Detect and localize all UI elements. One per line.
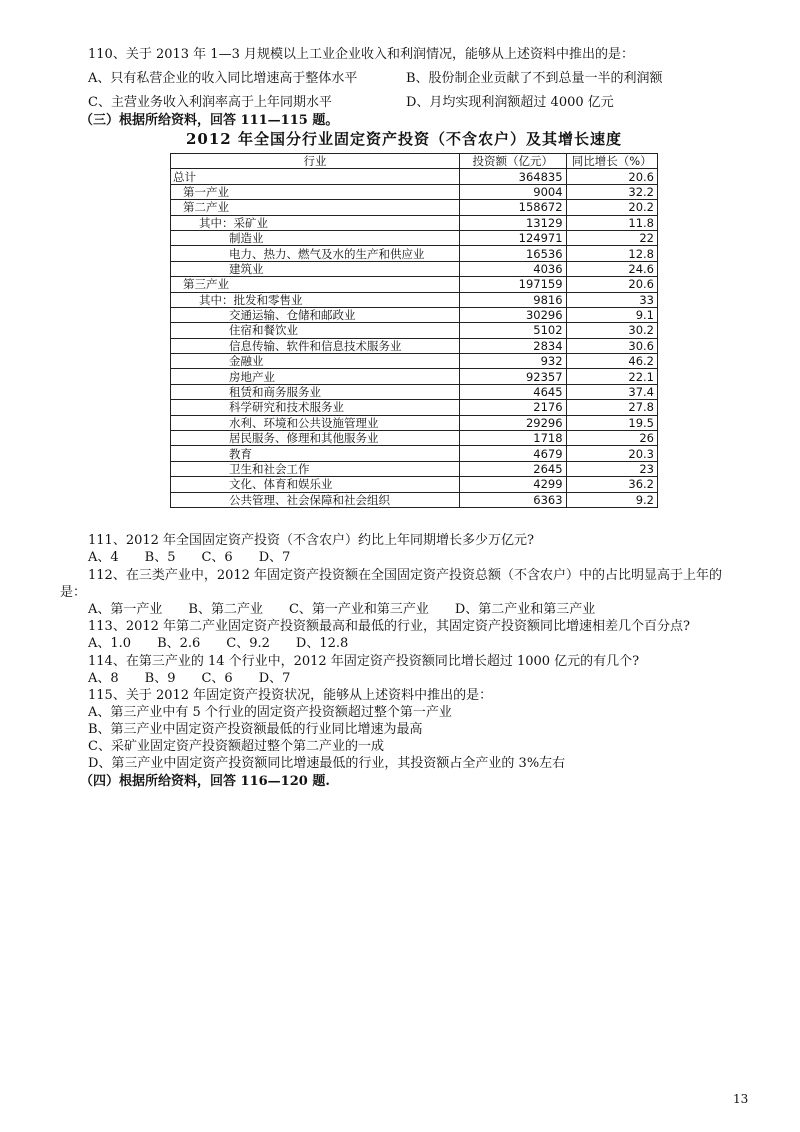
growth-cell: 30.2 xyxy=(566,323,657,338)
growth-cell: 22 xyxy=(566,230,657,245)
q112-stem-line1: 112、在三类产业中，2012 年固定资产投资额在全国固定资产投资总额（不含农户）中的占比明显高于上年的 xyxy=(88,568,723,583)
table-row xyxy=(171,307,658,322)
investment-cell: 2834 xyxy=(459,338,566,353)
investment-cell: 932 xyxy=(459,354,566,369)
q110-option-a: A、只有私营企业的收入同比增速高于整体水平 xyxy=(88,71,358,86)
growth-cell: 23 xyxy=(566,461,657,476)
investment-table xyxy=(170,153,658,508)
investment-cell: 364835 xyxy=(459,169,566,184)
growth-cell: 20.2 xyxy=(566,200,657,215)
investment-cell: 9816 xyxy=(459,292,566,307)
investment-cell: 6363 xyxy=(459,492,566,507)
industry-cell: 房地产业 xyxy=(171,369,460,384)
table-row xyxy=(171,246,658,261)
investment-cell: 5102 xyxy=(459,323,566,338)
table-row xyxy=(171,415,658,430)
investment-cell: 4036 xyxy=(459,261,566,276)
q115-option-c: C、采矿业固定资产投资额超过整个第二产业的一成 xyxy=(88,739,384,754)
industry-cell: 卫生和社会工作 xyxy=(171,461,460,476)
industry-cell: 制造业 xyxy=(171,230,460,245)
growth-cell: 37.4 xyxy=(566,384,657,399)
industry-cell: 第三产业 xyxy=(171,277,460,292)
growth-cell: 20.6 xyxy=(566,277,657,292)
table-row xyxy=(171,384,658,399)
section3-heading: （三）根据所给资料，回答 111—115 题。 xyxy=(80,113,339,128)
table-title: 2012 年全国分行业固定资产投资（不含农户）及其增长速度 xyxy=(186,130,622,148)
investment-cell: 16536 xyxy=(459,246,566,261)
industry-cell: 公共管理、社会保障和社会组织 xyxy=(171,492,460,507)
investment-cell: 124971 xyxy=(459,230,566,245)
table-row xyxy=(171,461,658,476)
q115-option-d: D、第三产业中固定资产投资额同比增速最低的行业，其投资额占全产业的 3%左右 xyxy=(88,756,566,771)
growth-cell: 11.8 xyxy=(566,215,657,230)
table-header-row xyxy=(171,154,658,169)
q110-stem: 110、关于 2013 年 1—3 月规模以上工业企业收入和利润情况，能够从上述资料中推出的是： xyxy=(88,47,634,62)
header-industry: 行业 xyxy=(171,154,460,169)
industry-cell: 第二产业 xyxy=(171,200,460,215)
table-row xyxy=(171,277,658,292)
investment-cell: 4679 xyxy=(459,446,566,461)
table-row xyxy=(171,200,658,215)
table-row xyxy=(171,446,658,461)
table-row xyxy=(171,369,658,384)
investment-cell: 92357 xyxy=(459,369,566,384)
table-row xyxy=(171,169,658,184)
investment-cell: 4645 xyxy=(459,384,566,399)
table-row xyxy=(171,292,658,307)
q114-options: A、8 B、9 C、6 D、7 xyxy=(88,671,291,686)
industry-cell: 信息传输、软件和信息技术服务业 xyxy=(171,338,460,353)
growth-cell: 12.8 xyxy=(566,246,657,261)
investment-cell: 30296 xyxy=(459,307,566,322)
growth-cell: 9.2 xyxy=(566,492,657,507)
table-row xyxy=(171,477,658,492)
q115-option-a: A、第三产业中有 5 个行业的固定资产投资额超过整个第一产业 xyxy=(88,705,452,720)
growth-cell: 30.6 xyxy=(566,338,657,353)
q114-stem: 114、在第三产业的 14 个行业中，2012 年固定资产投资额同比增长超过 1000 亿元的有几个? xyxy=(88,654,640,669)
q113-stem: 113、2012 年第二产业固定资产投资额最高和最低的行业，其固定资产投资额同比增速相差几个百分点? xyxy=(88,619,690,634)
section4-heading: （四）根据所给资料，回答 116—120 题. xyxy=(80,774,330,789)
q115-option-b: B、第三产业中固定资产投资额最低的行业同比增速为最高 xyxy=(88,722,423,737)
growth-cell: 22.1 xyxy=(566,369,657,384)
q111-stem: 111、2012 年全国固定资产投资（不含农户）约比上年同期增长多少万亿元? xyxy=(88,533,534,548)
q110-option-d: D、月均实现利润额超过 4000 亿元 xyxy=(406,95,614,110)
growth-cell: 46.2 xyxy=(566,354,657,369)
q112-options: A、第一产业 B、第二产业 C、第一产业和第三产业 D、第二产业和第三产业 xyxy=(88,602,596,617)
growth-cell: 26 xyxy=(566,431,657,446)
growth-cell: 9.1 xyxy=(566,307,657,322)
industry-cell: 总计 xyxy=(171,169,460,184)
q111-options: A、4 B、5 C、6 D、7 xyxy=(88,550,291,565)
q110-option-c: C、主营业务收入利润率高于上年同期水平 xyxy=(88,95,332,110)
table-row xyxy=(171,230,658,245)
industry-cell: 电力、热力、燃气及水的生产和供应业 xyxy=(171,246,460,261)
investment-cell: 2645 xyxy=(459,461,566,476)
industry-cell: 交通运输、仓储和邮政业 xyxy=(171,307,460,322)
investment-cell: 9004 xyxy=(459,184,566,199)
table-row xyxy=(171,261,658,276)
investment-cell: 158672 xyxy=(459,200,566,215)
growth-cell: 33 xyxy=(566,292,657,307)
investment-cell: 29296 xyxy=(459,415,566,430)
investment-cell: 4299 xyxy=(459,477,566,492)
q110-option-b: B、股份制企业贡献了不到总量一半的利润额 xyxy=(406,71,663,86)
growth-cell: 20.6 xyxy=(566,169,657,184)
investment-cell: 2176 xyxy=(459,400,566,415)
q113-options: A、1.0 B、2.6 C、9.2 D、12.8 xyxy=(88,636,349,651)
industry-cell: 教育 xyxy=(171,446,460,461)
table-row xyxy=(171,323,658,338)
investment-cell: 13129 xyxy=(459,215,566,230)
industry-cell: 建筑业 xyxy=(171,261,460,276)
industry-cell: 文化、体育和娱乐业 xyxy=(171,477,460,492)
investment-cell: 197159 xyxy=(459,277,566,292)
growth-cell: 20.3 xyxy=(566,446,657,461)
industry-cell: 科学研究和技术服务业 xyxy=(171,400,460,415)
growth-cell: 36.2 xyxy=(566,477,657,492)
header-investment: 投资额（亿元） xyxy=(459,154,566,169)
q115-stem: 115、关于 2012 年固定资产投资状况，能够从上述资料中推出的是： xyxy=(88,688,493,703)
q112-stem-line2: 是： xyxy=(60,585,87,600)
growth-cell: 24.6 xyxy=(566,261,657,276)
industry-cell: 居民服务、修理和其他服务业 xyxy=(171,431,460,446)
growth-cell: 19.5 xyxy=(566,415,657,430)
table-row xyxy=(171,431,658,446)
industry-cell: 金融业 xyxy=(171,354,460,369)
table-row xyxy=(171,184,658,199)
industry-cell: 租赁和商务服务业 xyxy=(171,384,460,399)
page-number: 13 xyxy=(733,1092,749,1106)
industry-cell: 其中：批发和零售业 xyxy=(171,292,460,307)
table-row xyxy=(171,400,658,415)
investment-cell: 1718 xyxy=(459,431,566,446)
industry-cell: 住宿和餐饮业 xyxy=(171,323,460,338)
industry-cell: 其中：采矿业 xyxy=(171,215,460,230)
table-row xyxy=(171,215,658,230)
industry-cell: 第一产业 xyxy=(171,184,460,199)
industry-cell: 水利、环境和公共设施管理业 xyxy=(171,415,460,430)
growth-cell: 32.2 xyxy=(566,184,657,199)
table-row xyxy=(171,354,658,369)
table-row xyxy=(171,492,658,507)
growth-cell: 27.8 xyxy=(566,400,657,415)
table-row xyxy=(171,338,658,353)
header-growth: 同比增长（%） xyxy=(566,154,657,169)
